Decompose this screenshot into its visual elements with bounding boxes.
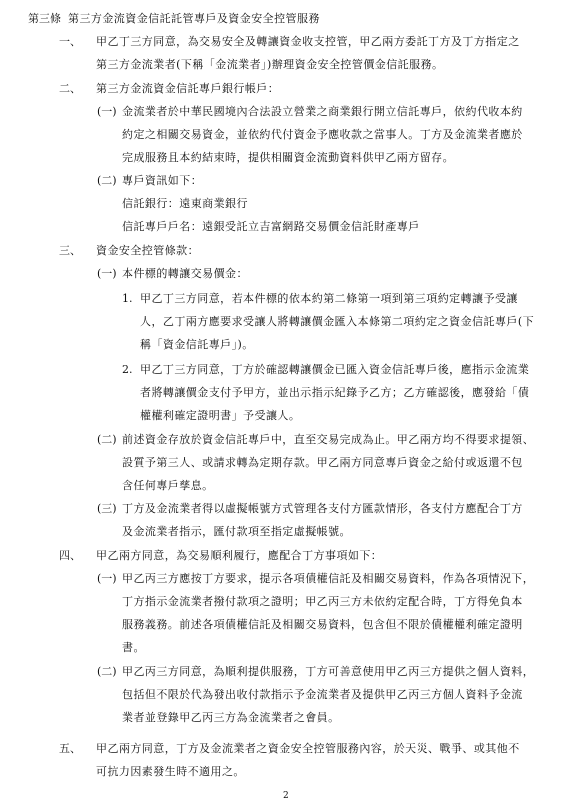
subsection-marker: (一) <box>97 572 117 585</box>
subsection-text-line: 丁方及金流業者得以虛擬帳號方式管理各支付方匯款情形，各支付方應配合丁方 <box>122 502 523 515</box>
subsection-text-line: 丁方指示金流業者撥付款項之證明；甲乙丙三方未依約定配合時，丁方得免負本 <box>122 595 523 608</box>
page-number: 2 <box>283 791 289 801</box>
article-title: 第三方金流資金信託託管專戶及資金安全控管服務 <box>68 12 320 25</box>
subsection-marker: (二) <box>97 665 117 678</box>
subsection-text-line: 完成服務且本約結束時，提供相關資金流動資料供甲乙兩方留存。 <box>122 151 455 164</box>
subsection-text-line: 約定之相關交易資金，並依約代付資金予應收款之當事人。丁方及金流業者應於 <box>122 128 523 141</box>
subsection-text-line: 服務義務。前述各項債權信託及相關交易資料，包含但不限於債權權利確定證明 <box>122 618 523 631</box>
subsection-text-line: 及金流業者指示，匯付款項至指定虛擬帳號。 <box>122 525 351 538</box>
section-text-line: 資金安全控管條款： <box>96 244 200 257</box>
section-marker: 四、 <box>59 549 81 562</box>
section-text-line: 甲乙丁三方同意，為交易安全及轉讓資金收支控管，甲乙兩方委託丁方及丁方指定之 <box>96 35 520 48</box>
subsection-text-line: 甲乙丙三方應按丁方要求，提示各項債權信託及相關交易資料，作為各項情況下， <box>122 572 535 585</box>
item-marker: 1. <box>122 292 133 305</box>
item-text-line: 稱「資金信託專戶」)。 <box>140 338 254 351</box>
trust-bank-line: 信託銀行：遠東商業銀行 <box>122 197 248 210</box>
article-label: 第三條 <box>28 12 61 25</box>
trust-account-name-line: 信託專戶戶名：遠銀受託立吉富網路交易價金信託財產專戶 <box>122 220 420 233</box>
subsection-text-line: 包括但不限於代為發出收付款指示予金流業者及提供甲乙丙三方個人資料予金流 <box>122 688 523 701</box>
item-text-line: 者將轉讓價金支付予甲方，並出示指示紀錄予乙方；乙方確認後，應發給「債 <box>140 386 530 399</box>
item-marker: 2. <box>122 363 133 376</box>
subsection-marker: (一) <box>97 105 117 118</box>
item-text-line: 權權利確定證明書」予受讓人。 <box>140 409 301 422</box>
item-text-line: 甲乙丁三方同意，若本件標的依本約第二條第一項到第三項約定轉讓予受讓 <box>140 292 518 305</box>
section-text-line: 第三方金流資金信託專戶銀行帳戶： <box>96 82 280 95</box>
subsection-text-line: 書。 <box>122 641 145 654</box>
subsection-marker: (二) <box>97 174 117 187</box>
subsection-text-line: 金流業者於中華民國境內合法設立營業之商業銀行開立信託專戶，依約代收本約 <box>122 105 523 118</box>
subsection-marker: (三) <box>97 502 117 515</box>
subsection-marker: (二) <box>97 433 117 446</box>
section-text-line: 第三方金流業者(下稱「金流業者」)辦理資金安全控管價金信託服務。 <box>96 58 444 71</box>
section-text-line: 甲乙兩方同意，丁方及金流業者之資金安全控管服務內容，於天災、戰爭、或其他不 <box>96 742 520 755</box>
subsection-text-line: 設質予第三人、或請求轉為定期存款。甲乙兩方同意專戶資金之給付或返還不包 <box>122 456 523 469</box>
subsection-text-line: 含任何專戶孳息。 <box>122 479 214 492</box>
subsection-text-line: 前述資金存放於資金信託專戶中，直至交易完成為止。甲乙兩方均不得要求提領、 <box>122 433 535 446</box>
subsection-text-line: 專戶資訊如下： <box>122 174 203 187</box>
section-text-line: 可抗力因素發生時不適用之。 <box>96 765 245 778</box>
section-marker: 一、 <box>59 35 81 48</box>
item-text-line: 甲乙丁三方同意，丁方於確認轉讓價金已匯入資金信託專戶後，應指示金流業 <box>140 363 530 376</box>
subsection-text-line: 本件標的轉讓交易價金： <box>122 267 248 280</box>
section-marker: 二、 <box>59 82 81 95</box>
section-marker: 三、 <box>59 244 81 257</box>
section-marker: 五、 <box>59 742 81 755</box>
subsection-text-line: 業者並登錄甲乙丙三方為金流業者之會員。 <box>122 711 340 724</box>
section-text-line: 甲乙兩方同意，為交易順利履行，應配合丁方事項如下： <box>96 549 383 562</box>
item-text-line: 人，乙丁兩方應要求受讓人將轉讓價金匯入本條第二項約定之資金信託專戶(下 <box>140 315 535 328</box>
subsection-marker: (一) <box>97 267 117 280</box>
subsection-text-line: 甲乙丙三方同意，為順利提供服務，丁方可善意使用甲乙丙三方提供之個人資料， <box>122 665 535 678</box>
